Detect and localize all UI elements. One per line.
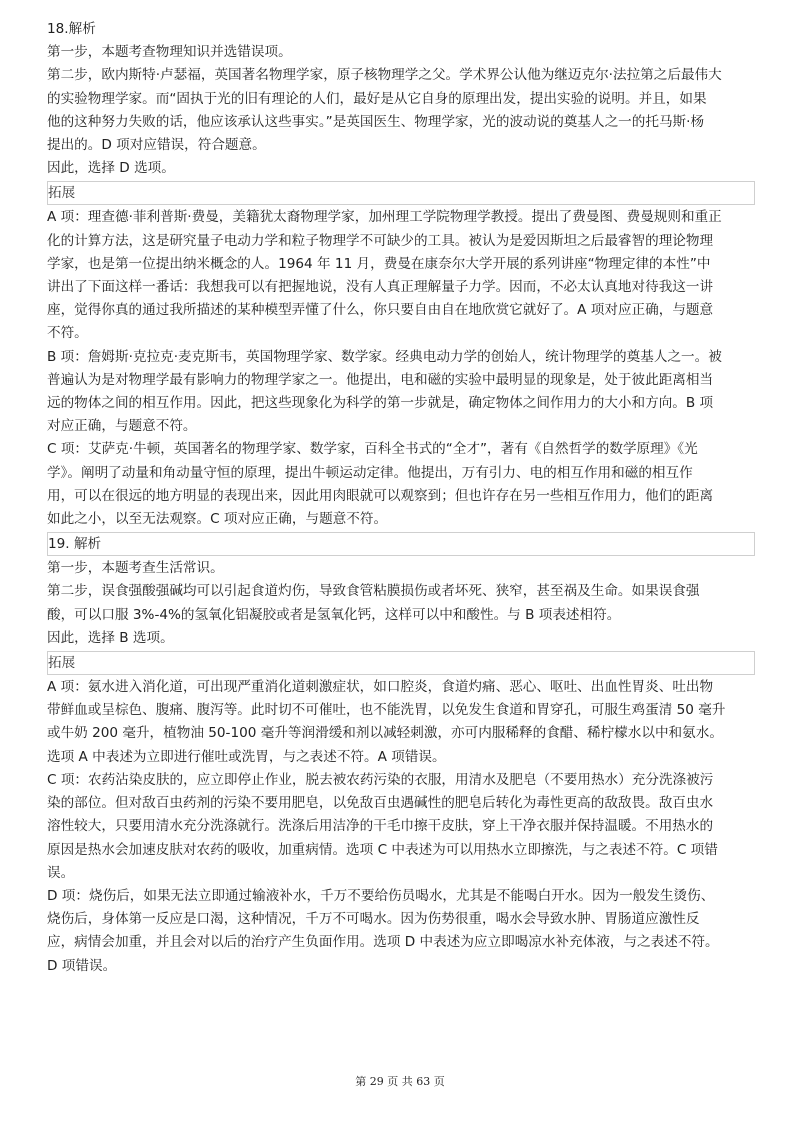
q19-ext-line: 选项 A 中表述为立即进行催吐或洗胃，与之表述不符。A 项错误。 bbox=[47, 748, 446, 765]
q19-ext-line: 误。 bbox=[47, 864, 75, 881]
q19-ext-line: A 项：氨水进入消化道，可出现严重消化道刺激症状，如口腔炎，食道灼痛、恶心、呕吐、出血性胃炎、吐出物 bbox=[47, 679, 714, 696]
q18-conclusion: 因此，选择 D 选项。 bbox=[47, 160, 175, 177]
q19-ext-line: 烧伤后，身体第一反应是口渴，这种情况，千万不可喝水。因为伤势很重，喝水会导致水肿、胃肠道应激性反 bbox=[47, 911, 700, 928]
q19-ext-line: 带鲜血或呈棕色、腹痛、腹泻等。此时切不可催吐，也不能洗胃，以免发生食道和胃穿孔，可服生鸡蛋清 50 毫升 bbox=[47, 702, 726, 719]
document-page bbox=[47, 18, 755, 978]
q19-ext-line: 原因是热水会加速皮肤对农药的吸收，加重病情。选项 C 中表述为可以用热水立即擦洗，与之表述不符。C 项错 bbox=[47, 841, 718, 858]
q19-extension-header: 拓展 bbox=[47, 651, 755, 675]
q18-ext-line: C 项：艾萨克·牛顿，英国著名的物理学家、数学家，百科全书式的“全才”，著有《自然哲学的数学原理》《光 bbox=[47, 441, 698, 458]
q19-step2 bbox=[47, 580, 755, 626]
q18-title: 18.解析 bbox=[47, 21, 96, 37]
q18-extension-header: 拓展 bbox=[47, 181, 755, 205]
q19-ext-line: 或牛奶 200 毫升，植物油 50-100 毫升等润滑缓和剂以减轻刺激，亦可内服稀释的食醋、稀柠檬水以中和氨水。 bbox=[47, 725, 723, 742]
q19-ext-line: D 项错误。 bbox=[47, 957, 117, 974]
q19-conclusion: 因此，选择 B 选项。 bbox=[47, 629, 174, 646]
q19-extension-body bbox=[47, 676, 755, 978]
q18-step1: 第一步，本题考查物理知识并选错误项。 bbox=[47, 44, 292, 61]
q19-ext-line: C 项：农药沾染皮肤的，应立即停止作业，脱去被农药污染的衣服，用清水及肥皂（不要用热水）充分洗涤被污 bbox=[47, 771, 714, 788]
q18-ext-line: 座，觉得你真的通过我所描述的某种模型弄懂了什么，你只要自由自在地欣赏它就好了。A 项对应正确，与题意 bbox=[47, 302, 714, 319]
q18-ext-line: 如此之小，以至无法观察。C 项对应正确，与题意不符。 bbox=[47, 511, 388, 528]
q18-ext-line: A 项：理查德·菲利普斯·费曼，美籍犹太裔物理学家，加州理工学院物理学教授。提出了费曼图、费曼规则和重正 bbox=[47, 209, 722, 226]
q18-ext-line: 学家，也是第一位提出纳米概念的人。1964 年 11 月，费曼在康奈尔大学开展的系列讲座“物理定律的本性”中 bbox=[47, 255, 711, 272]
q18-ext-line: 不符。 bbox=[47, 325, 88, 342]
q19-ext-line: D 项：烧伤后，如果无法立即通过输液补水，千万不要给伤员喝水，尤其是不能喝白开水。因为一般发生烫伤、 bbox=[47, 887, 715, 904]
q19-step2-line: 第二步，误食强酸强碱均可以引起食道灼伤，导致食管粘膜损伤或者坏死、狭窄，甚至祸及生命。如果误食强 bbox=[47, 583, 700, 600]
q18-extension-body bbox=[47, 206, 755, 531]
q18-ext-line: 学》。阐明了动量和角动量守恒的原理，提出牛顿运动定律。他提出，万有引力、电的相互作用和磁的相互作 bbox=[47, 464, 693, 481]
q19-ext-line: 应，病情会加重，并且会对以后的治疗产生负面作用。选项 D 中表述为应立即喝凉水补充体液，与之表述不符。 bbox=[47, 934, 719, 951]
q18-ext-line: 普遍认为是对物理学最有影响力的物理学家之一。他提出，电和磁的实验中最明显的现象是，处于彼此距离相当 bbox=[47, 371, 714, 388]
q18-ext-line: B 项：詹姆斯·克拉克·麦克斯韦，英国物理学家、数学家。经典电动力学的创始人，统计物理学的奠基人之一。被 bbox=[47, 348, 722, 365]
q18-ext-line: 化的计算方法，这是研究量子电动力学和粒子物理学不可缺少的工具。被认为是爱因斯坦之后最睿智的理论物理 bbox=[47, 232, 714, 249]
q19-ext-line: 溶性较大，只要用清水充分洗涤就行。洗涤后用洁净的干毛巾擦干皮肤，穿上干净衣服并保持温暖。不用热水的 bbox=[47, 818, 714, 835]
q18-ext-line: 讲出了下面这样一番话：我想我可以有把握地说，没有人真正理解量子力学。因而，不必太认真地对待我这一讲 bbox=[47, 279, 714, 296]
page-number-footer: 第 29 页 共 63 页 bbox=[355, 1075, 445, 1088]
q18-ext-line: 远的物体之间的相互作用。因此，把这些现象化为科学的第一步就是，确定物体之间作用力的大小和方向。B 项 bbox=[47, 395, 714, 412]
q19-step1: 第一步，本题考查生活常识。 bbox=[47, 560, 224, 577]
q18-step2-line: 第二步，欧内斯特·卢瑟福，英国著名物理学家，原子核物理学之父。学术界公认他为继迈克尔·法拉第之后最伟大 bbox=[47, 67, 722, 84]
q18-step2-line: 他的这种努力失败的话，他应该承认这些事实。”是英国医生、物理学家，光的波动说的奠基人之一的托马斯·杨 bbox=[47, 113, 705, 130]
q18-step2 bbox=[47, 64, 755, 157]
q19-step2-line: 酸，可以口服 3%-4%的氢氧化铝凝胶或者是氢氧化钙，这样可以中和酸性。与 B 项表述相符。 bbox=[47, 606, 621, 623]
q18-ext-line: 对应正确，与题意不符。 bbox=[47, 418, 197, 435]
q19-title: 19. 解析 bbox=[47, 532, 755, 556]
q19-ext-line: 染的部位。但对敌百虫药剂的污染不要用肥皂，以免敌百虫遇碱性的肥皂后转化为毒性更高的敌敌畏。敌百虫水 bbox=[47, 795, 714, 812]
q18-step2-line: 的实验物理学家。而“固执于光的旧有理论的人们，最好是从它自身的原理出发，提出实验的说明。并且，如果 bbox=[47, 90, 707, 107]
q18-ext-line: 用，可以在很远的地方明显的表现出来，因此用肉眼就可以观察到；但也许存在另一些相互作用力，他们的距离 bbox=[47, 487, 714, 504]
q18-step2-line: 提出的。D 项对应错误，符合题意。 bbox=[47, 137, 266, 154]
